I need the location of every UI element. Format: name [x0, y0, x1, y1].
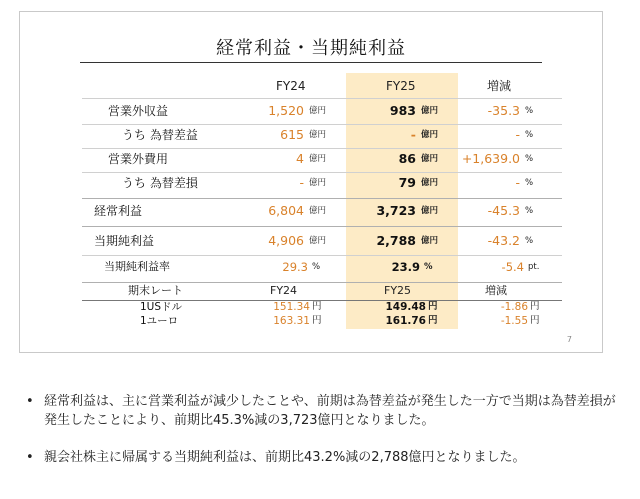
rate-unit: 円 [312, 301, 322, 312]
header-diff: 増減 [487, 79, 512, 93]
fy25-value: 3,723 [376, 203, 416, 218]
fy25-value: 79 [398, 175, 416, 190]
fy24-value: 615 [280, 127, 304, 142]
bullet-icon: • [26, 450, 34, 465]
note-text: 親会社株主に帰属する当期純利益は、前期比43.2%減の2,788億円となりました。 [44, 450, 526, 465]
fy24-value: - [299, 175, 304, 190]
fy24-value: 29.3 [282, 260, 308, 274]
fy25-value: 23.9 [391, 260, 420, 274]
slide [19, 11, 603, 353]
header-fy24: FY24 [276, 79, 306, 93]
rate-row [20, 314, 604, 328]
diff-unit: pt. [528, 262, 540, 272]
diff-unit: % [525, 178, 534, 188]
table-header [20, 75, 604, 97]
slide-title: 経常利益・当期純利益 [216, 38, 406, 59]
fy25-unit: 億円 [421, 106, 439, 116]
note-item [22, 448, 618, 467]
table-row [20, 230, 604, 252]
table-row [20, 148, 604, 170]
diff-value: -45.3 [487, 203, 520, 218]
rate-unit: 円 [428, 301, 438, 312]
table-row [20, 100, 604, 122]
row-label: うち 為替差損 [122, 176, 198, 190]
fy25-value: 86 [398, 151, 416, 166]
fy25-unit: % [424, 262, 433, 272]
title-underline [80, 62, 542, 63]
rate-diff: -1.86 [500, 301, 528, 313]
rate-fy25: 149.48 [385, 301, 426, 313]
row-label: 営業外費用 [108, 152, 169, 166]
fy25-value: 983 [389, 103, 416, 118]
divider [82, 98, 562, 99]
diff-unit: % [525, 130, 534, 140]
fy24-unit: 億円 [309, 236, 327, 246]
row-label: 経常利益 [94, 204, 143, 218]
fy25-value: - [410, 127, 416, 142]
rate-unit: 円 [428, 315, 438, 326]
rates-header [20, 280, 604, 302]
diff-value: +1,639.0 [461, 151, 520, 166]
rate-fy24: 163.31 [273, 315, 310, 327]
fy24-value: 4 [296, 151, 304, 166]
divider [82, 226, 562, 227]
diff-unit: % [525, 106, 534, 116]
rates-header-fy24: FY24 [270, 284, 298, 297]
rate-unit: 円 [530, 315, 540, 326]
page-number: 7 [566, 335, 572, 344]
fy25-unit: 億円 [421, 154, 439, 164]
diff-unit: % [525, 206, 534, 216]
row-label: うち 為替差益 [122, 128, 198, 142]
row-label: 当期純利益 [94, 234, 155, 248]
diff-unit: % [525, 154, 534, 164]
table-row [20, 256, 604, 278]
fy25-value: 2,788 [376, 233, 416, 248]
fy25-unit: 億円 [421, 130, 439, 140]
rates-header-fy25: FY25 [384, 284, 412, 297]
bullet-icon: • [26, 394, 34, 409]
diff-unit: % [525, 236, 534, 246]
diff-value: - [515, 127, 520, 142]
rate-label: 1USドル [140, 301, 183, 313]
divider [82, 198, 562, 199]
diff-value: - [515, 175, 520, 190]
rate-unit: 円 [530, 301, 540, 312]
row-label: 営業外収益 [108, 104, 169, 118]
header-fy25: FY25 [386, 79, 416, 93]
diff-value: -5.4 [501, 260, 524, 274]
rate-fy25: 161.76 [385, 315, 426, 327]
fy24-value: 1,520 [268, 103, 304, 118]
note-text: 経常利益は、主に営業利益が減少したことや、前期は為替差益が発生した一方で当期は為替差損が発生したことにより、前期比45.3%減の3,723億円となりました。 [44, 394, 616, 428]
fy24-unit: 億円 [309, 106, 327, 116]
diff-value: -43.2 [487, 233, 520, 248]
fy24-value: 4,906 [268, 233, 304, 248]
fy24-unit: 億円 [309, 178, 327, 188]
diff-value: -35.3 [487, 103, 520, 118]
notes [22, 392, 618, 485]
rate-unit: 円 [312, 315, 322, 326]
fy24-unit: 億円 [309, 130, 327, 140]
fy24-unit: 億円 [309, 206, 327, 216]
rates-header-diff: 増減 [485, 284, 507, 297]
fy25-unit: 億円 [421, 178, 439, 188]
fy24-unit: % [312, 262, 321, 272]
rate-diff: -1.55 [500, 315, 528, 327]
row-label: 当期純利益率 [104, 260, 170, 273]
rate-fy24: 151.34 [273, 301, 310, 313]
fy25-unit: 億円 [421, 236, 439, 246]
fy24-unit: 億円 [309, 154, 327, 164]
fy24-value: 6,804 [268, 203, 304, 218]
table-row [20, 124, 604, 146]
note-item [22, 392, 618, 430]
table-row [20, 200, 604, 222]
table-row [20, 172, 604, 194]
fy25-unit: 億円 [421, 206, 439, 216]
rates-label: 期末レート [128, 284, 183, 297]
rate-row [20, 300, 604, 314]
rate-label: 1ユーロ [140, 315, 179, 327]
